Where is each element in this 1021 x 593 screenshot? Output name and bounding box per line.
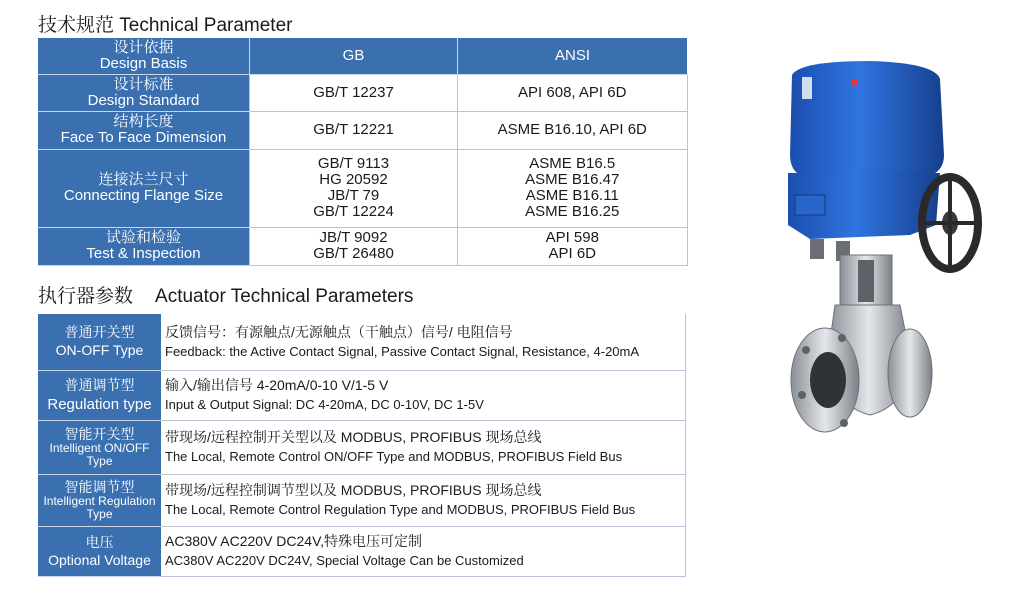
gb-value <box>250 74 458 111</box>
flange-bolt-hole <box>802 346 810 354</box>
design-basis-label <box>38 38 250 74</box>
table-row <box>38 149 687 227</box>
cable-gland <box>810 239 824 259</box>
label-zh: 结构长度 <box>113 113 174 130</box>
value-line: GB/T 9113 <box>317 155 390 172</box>
label-zh: 普通开关型 <box>64 324 135 341</box>
actuator-cover <box>790 61 944 179</box>
label-zh: 设计标准 <box>113 75 174 93</box>
label-zh: 智能调节型 <box>64 478 135 495</box>
gb-column-header: GB <box>250 38 458 74</box>
row-description <box>161 526 686 576</box>
label-en: Regulation type <box>47 396 152 413</box>
label-en: Intelligent Regulation Type <box>43 493 156 521</box>
row-label <box>38 111 250 149</box>
desc-zh: 反馈信号：有源触点/无源触点（干触点）信号/ 电阻信号 <box>165 323 513 340</box>
title-zh: 执行器参数 <box>38 286 134 307</box>
gb-value <box>250 149 458 227</box>
flange-bolt-hole <box>840 419 848 427</box>
desc-en: Input & Output Signal: DC 4-20mA, DC 0-10V, DC 1-5V <box>165 397 484 412</box>
electric-ball-valve-image <box>740 55 990 455</box>
label-zh: 电压 <box>85 533 114 550</box>
value-line: ASME B16.25 <box>525 203 620 220</box>
value-line: API 6D <box>548 245 597 262</box>
valve-stem <box>858 260 874 302</box>
value-line: GB/T 12221 <box>313 121 394 138</box>
table-row <box>38 370 686 420</box>
value-line: API 598 <box>545 229 599 246</box>
row-label <box>38 149 250 227</box>
label-en: Design Standard <box>87 91 200 109</box>
label-en: Optional Voltage <box>48 551 151 568</box>
title-en: Actuator Technical Parameters <box>155 286 414 307</box>
desc-en: Feedback: the Active Contact Signal, Passive Contact Signal, Resistance, 4-20mA <box>165 343 640 359</box>
table-row <box>38 314 686 370</box>
label-en: Intelligent ON/OFF Type <box>49 440 150 468</box>
outlet-flange <box>888 329 932 417</box>
value-line: API 608, API 6D <box>518 83 627 101</box>
desc-en: AC380V AC220V DC24V, Special Voltage Can be Customized <box>165 553 524 568</box>
row-label <box>38 370 161 420</box>
value-line: GB/T 12237 <box>313 83 394 101</box>
row-label <box>38 314 161 370</box>
ansi-value <box>458 149 688 227</box>
value-line: ASME B16.10, API 6D <box>497 121 647 138</box>
value-line: JB/T 9092 <box>319 229 388 246</box>
technical-parameter-table <box>38 38 688 266</box>
value-line: HG 20592 <box>319 171 388 188</box>
value-line: JB/T 79 <box>327 187 380 204</box>
label-en: Test & Inspection <box>86 245 201 262</box>
row-description <box>161 474 686 526</box>
desc-zh: 带现场/远程控制调节型以及 MODBUS, PROFIBUS 现场总线 <box>165 482 542 498</box>
ansi-value <box>458 111 688 149</box>
label-en: Design Basis <box>99 54 188 72</box>
table-row <box>38 526 686 576</box>
value-line: ASME B16.47 <box>525 171 620 188</box>
row-label <box>38 227 250 265</box>
row-description <box>161 370 686 420</box>
technical-parameter-title: 技术规范 Technical Parameter <box>38 15 293 36</box>
row-description <box>161 420 686 474</box>
label-zh: 连接法兰尺寸 <box>98 171 189 188</box>
flange-bolt-hole <box>798 391 806 399</box>
ansi-column-header: ANSI <box>458 38 688 74</box>
label-zh: 设计依据 <box>113 38 174 56</box>
warning-label <box>852 79 858 85</box>
desc-zh: 带现场/远程控制开关型以及 MODBUS, PROFIBUS 现场总线 <box>165 429 542 445</box>
desc-en: The Local, Remote Control ON/OFF Type and MODBUS, PROFIBUS Field Bus <box>165 449 623 464</box>
value-line: ASME B16.5 <box>529 155 616 172</box>
desc-en: The Local, Remote Control Regulation Type and MODBUS, PROFIBUS Field Bus <box>165 502 636 517</box>
label-en: Connecting Flange Size <box>63 187 224 204</box>
table-row <box>38 111 687 149</box>
gb-value <box>250 227 458 265</box>
terminal-box <box>795 195 825 215</box>
row-description <box>161 314 686 370</box>
row-label <box>38 474 161 526</box>
row-label <box>38 526 161 576</box>
actuator-parameters-table <box>38 314 686 577</box>
value-line: GB/T 26480 <box>313 245 394 262</box>
actuator-parameters-title <box>38 281 413 308</box>
table-row <box>38 420 686 474</box>
row-label <box>38 74 250 111</box>
label-en: Face To Face Dimension <box>60 129 227 146</box>
label-en: ON-OFF Type <box>55 342 144 359</box>
gb-value <box>250 111 458 149</box>
desc-zh: 输入/输出信号 4-20mA/0-10 V/1-5 V <box>165 377 389 393</box>
ansi-value <box>458 227 688 265</box>
label-zh: 智能开关型 <box>64 425 135 442</box>
table-row <box>38 74 687 111</box>
label-zh: 普通调节型 <box>64 377 135 393</box>
table-row <box>38 474 686 526</box>
table-row <box>38 227 687 265</box>
desc-zh: AC380V AC220V DC24V,特殊电压可定制 <box>165 533 423 549</box>
ansi-value <box>458 74 688 111</box>
flange-bore <box>810 352 846 408</box>
flange-bolt-hole <box>838 334 846 342</box>
value-line: GB/T 12224 <box>313 203 394 220</box>
label-zh: 试验和检验 <box>105 229 181 246</box>
row-label <box>38 420 161 474</box>
value-line: ASME B16.11 <box>525 187 619 204</box>
nameplate <box>802 77 812 99</box>
